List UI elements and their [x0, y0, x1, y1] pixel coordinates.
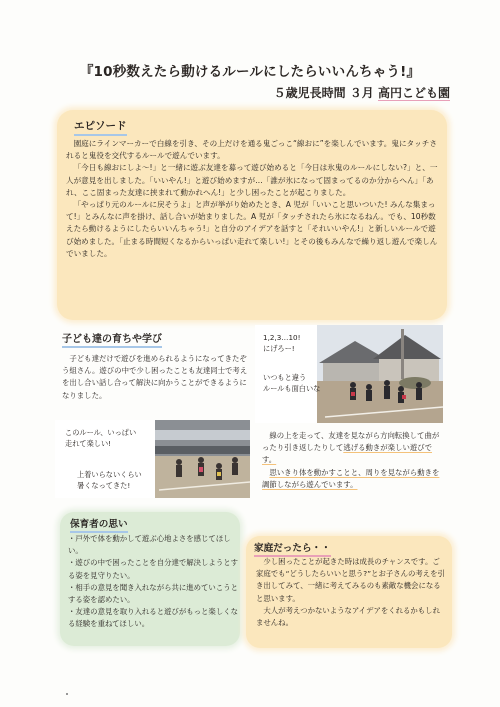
wishes-item: ・戸外で体を動かして遊ぶ心地よさを感じてほしい。: [68, 534, 231, 556]
play-paragraph: 思いきり体を動かすことと、周りを見ながら動きを調節しながら遊んでいます。: [262, 467, 440, 489]
home-heading: 家庭だったら・・: [254, 540, 331, 557]
play-paragraph-part: 線の上を走って、友達を見ながら方向転換して曲がったり引き返したりして: [262, 431, 440, 453]
episode-heading: エピソード: [74, 118, 127, 136]
photo-running-street: [255, 325, 443, 423]
speech-warm: 上着いらないくらい 暑くなってきた!: [77, 470, 142, 490]
home-body: [256, 556, 446, 629]
episode-paragraph: 「今日も線おにしよ～!」と一緒に遊ぶ友達を募って遊び始めると「今日は氷鬼のルールにしない?」と、一人が意見を出しました。「いいやん!」と遊び始めますが…「誰が氷になって固まってるのか分からへん」「あれ、ここ固まった友達に挟まれて動かれへん!」と少し困ったことが起こりました。: [66, 163, 438, 197]
wishes-item: ・相手の意見を聞き入れながら共に進めていこうとする姿を認めたい。: [68, 582, 238, 605]
home-paragraph: 大人が考えつかないようなアイデアをくれるかもしれませんね。: [256, 605, 440, 628]
episode-paragraph: 「やっぱり元のルールに戻そうよ」と声が挙がり始めたとき、A 児が「いいこと思いついた! みんな集まって!」とみんなに声を掛け、話し合いが始まりました。A 児が「タッチされたら氷になるねん。でも、10秒数えたら動けるようにしたらいいんちゃう!」と自分のアイデアを話すと「それいいやん!」と新しいルールで遊び始めました。「止まる時間短くなるからいっぱい走れて楽しい!」とその後もみんなで繰り返し遊んで楽しんでいました。: [66, 200, 438, 258]
page-title: 『10秒数えたら動けるルールにしたらいいんちゃう!』: [79, 64, 421, 80]
speech-rule: いつもと違う ルールも面白いな: [263, 373, 321, 393]
growth-body: [62, 353, 248, 402]
episode-paragraph: 園庭にラインマーカーで白線を引き、その上だけを通る鬼ごっこ“線おに”を楽しんでいます。鬼にタッチされると鬼役を交代するルールで遊んでいます。: [66, 139, 437, 161]
photo-running-yard: [55, 420, 250, 498]
speech-fun: このルール、いっぱい 走れて楽しい!: [65, 428, 137, 448]
wishes-list: [68, 533, 238, 631]
page-mark: [66, 693, 68, 695]
wishes-heading: 保育者の思い: [70, 516, 128, 533]
class-name: ５歳児長時間 ３月: [273, 86, 374, 100]
growth-paragraph: 子ども達だけで遊びを進められるようになってきたぞう組さん。遊びの中で少し困ったことも友達同士で考えを出し合い話し合って解決に向かうことができるようになりました。: [62, 354, 248, 400]
speech-count: 1,2,3…10! にげろー!: [263, 333, 301, 353]
episode-body: [66, 138, 438, 260]
wishes-item: ・友達の意見を取り入れると遊びがもっと楽しくなる経験を重ねてほしい。: [68, 607, 238, 629]
page-subtitle: [180, 84, 450, 101]
play-paragraph: [262, 430, 444, 467]
growth-heading: 子ども達の育ちや学び: [62, 330, 162, 348]
home-paragraph: 少し困ったことが起きた時は成長のチャンスです。ご家庭でも“どうしたらいいと思う?”とお子さんの考えを引き出してみて、一緒に考えてみるのも素敵な機会になると思います。: [256, 557, 445, 603]
wishes-item: ・遊びの中で困ったことを自分達で解決しようとする姿を見守りたい。: [68, 558, 238, 580]
play-paragraph-highlight: 逃げる動きが楽しい遊びです。: [262, 443, 433, 465]
school-name: 高円こども園: [377, 86, 450, 100]
play-body: [262, 430, 444, 491]
